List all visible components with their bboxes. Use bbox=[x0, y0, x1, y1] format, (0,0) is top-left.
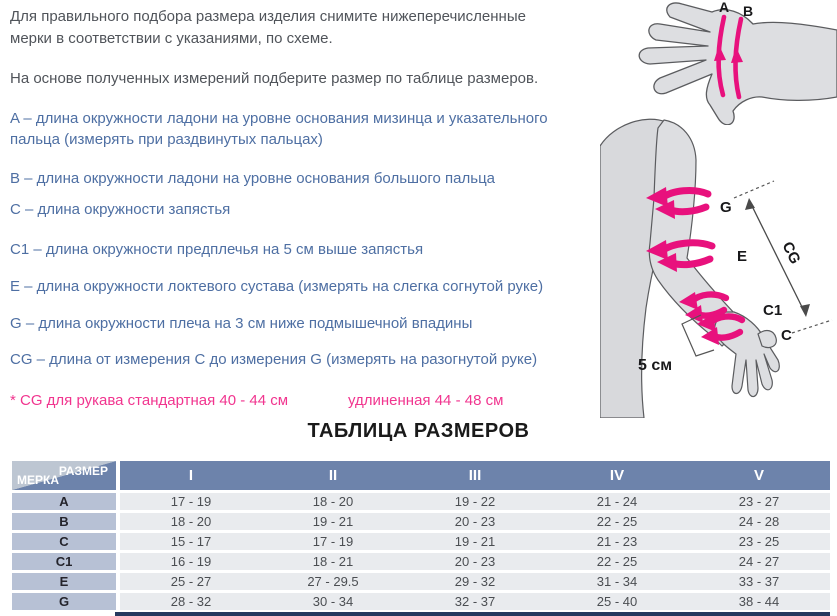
arm-label-e: E bbox=[737, 248, 748, 265]
corner-label-size: РАЗМЕР bbox=[58, 464, 108, 478]
dash-top bbox=[734, 181, 774, 198]
arm-label-five-cm: 5 см bbox=[638, 357, 673, 374]
measurement-item-b: B – длина окружности ладони на уровне основания большого пальца bbox=[10, 170, 496, 187]
cell-c-3: 19 - 21 bbox=[454, 534, 496, 549]
row-values bbox=[120, 493, 830, 510]
corner-label-measure: МЕРКА bbox=[17, 473, 59, 487]
cell-b-2: 19 - 21 bbox=[312, 514, 354, 529]
intro-paragraph-2: На основе полученных измерений подберите размер по таблице размеров. bbox=[10, 70, 539, 87]
measurement-item-c1: C1 – длина окружности предплечья на 5 см выше запястья bbox=[10, 241, 424, 258]
measurement-item-cg: CG – длина от измерения C до измерения G (измерять на разогнутой руке) bbox=[10, 351, 538, 368]
cell-c-1: 15 - 17 bbox=[170, 534, 212, 549]
table-row bbox=[10, 533, 830, 550]
row-values bbox=[120, 573, 830, 590]
cg-arrow-bottom-icon bbox=[800, 304, 810, 317]
cell-c1-2: 18 - 21 bbox=[312, 554, 354, 569]
arm-label-c: C bbox=[781, 327, 792, 344]
cell-e-4: 31 - 34 bbox=[596, 574, 638, 589]
size-table-header bbox=[10, 461, 830, 490]
table-row bbox=[10, 573, 830, 590]
row-label-c1: C1 bbox=[12, 553, 116, 570]
cell-c1-5: 24 - 27 bbox=[738, 554, 780, 569]
measurement-item-a: A – длина окружности ладони на уровне основания мизинца и указательного пальца (измерять при раздвинутых пальцах) bbox=[10, 110, 548, 148]
cell-a-2: 18 - 20 bbox=[312, 494, 354, 509]
cell-a-1: 17 - 19 bbox=[170, 494, 212, 509]
cell-g-5: 38 - 44 bbox=[738, 594, 780, 609]
row-label-b: B bbox=[12, 513, 116, 530]
arm-label-g: G bbox=[720, 199, 732, 216]
cell-c-2: 17 - 19 bbox=[312, 534, 354, 549]
next-section-edge bbox=[115, 612, 830, 616]
cell-a-3: 19 - 22 bbox=[454, 494, 496, 509]
cell-c1-1: 16 - 19 bbox=[170, 554, 212, 569]
arm-label-cg: CG bbox=[778, 239, 804, 267]
cell-b-1: 18 - 20 bbox=[170, 514, 212, 529]
row-values bbox=[120, 553, 830, 570]
dash-bottom bbox=[792, 320, 832, 333]
hand-measure-illustration bbox=[620, 0, 837, 125]
row-label-e: E bbox=[12, 573, 116, 590]
hand-shape bbox=[639, 3, 837, 125]
table-row bbox=[10, 593, 830, 610]
cell-a-4: 21 - 24 bbox=[596, 494, 638, 509]
cell-c-5: 23 - 25 bbox=[738, 534, 780, 549]
arm-measure-illustration bbox=[600, 108, 837, 418]
hand-label-b: B bbox=[742, 3, 754, 19]
measurement-item-g: G – длина окружности плеча на 3 см ниже подмышечной впадины bbox=[10, 315, 473, 332]
row-values bbox=[120, 593, 830, 610]
size-table-title: ТАБЛИЦА РАЗМЕРОВ bbox=[307, 420, 530, 442]
hand-label-a: A bbox=[718, 0, 730, 15]
cell-b-4: 22 - 25 bbox=[596, 514, 638, 529]
table-row bbox=[10, 493, 830, 510]
cell-b-5: 24 - 28 bbox=[738, 514, 780, 529]
row-label-a: A bbox=[12, 493, 116, 510]
row-values bbox=[120, 513, 830, 530]
cell-g-3: 32 - 37 bbox=[454, 594, 496, 609]
row-values bbox=[120, 533, 830, 550]
cell-e-3: 29 - 32 bbox=[454, 574, 496, 589]
arm-label-c1: C1 bbox=[763, 302, 783, 319]
cell-e-5: 33 - 37 bbox=[738, 574, 780, 589]
cell-a-5: 23 - 27 bbox=[738, 494, 780, 509]
column-header-3: III bbox=[468, 467, 482, 484]
column-header-4: IV bbox=[609, 467, 625, 484]
sleeve-note-standard: * CG для рукава стандартная 40 - 44 см bbox=[10, 392, 289, 409]
cell-e-2: 27 - 29.5 bbox=[307, 574, 359, 589]
table-row bbox=[10, 553, 830, 570]
column-header-1: I bbox=[188, 467, 194, 484]
cg-arrow-top-icon bbox=[745, 198, 755, 210]
sleeve-note-extended: удлиненная 44 - 48 см bbox=[348, 392, 504, 409]
table-corner-cell bbox=[12, 461, 116, 490]
cell-c-4: 21 - 23 bbox=[596, 534, 638, 549]
cell-g-2: 30 - 34 bbox=[312, 594, 354, 609]
measurement-item-e: E – длина окружности локтевого сустава (измерять на слегка согнутой руке) bbox=[10, 278, 544, 295]
cell-g-4: 25 - 40 bbox=[596, 594, 638, 609]
cell-e-1: 25 - 27 bbox=[170, 574, 212, 589]
table-row bbox=[10, 513, 830, 530]
cell-g-1: 28 - 32 bbox=[170, 594, 212, 609]
cell-b-3: 20 - 23 bbox=[454, 514, 496, 529]
column-header-5: V bbox=[753, 467, 764, 484]
lower-hand-shape bbox=[715, 312, 780, 397]
cell-c1-3: 20 - 23 bbox=[454, 554, 496, 569]
cell-c1-4: 22 - 25 bbox=[596, 554, 638, 569]
table-size-columns bbox=[120, 461, 830, 490]
row-label-c: C bbox=[12, 533, 116, 550]
measurement-item-c: C – длина окружности запястья bbox=[10, 201, 231, 218]
column-header-2: II bbox=[328, 467, 338, 484]
intro-paragraph-1: Для правильного подбора размера изделия снимите нижеперечисленные мерки в соответствии с указаниями, по схеме. bbox=[10, 8, 526, 47]
row-label-g: G bbox=[12, 593, 116, 610]
